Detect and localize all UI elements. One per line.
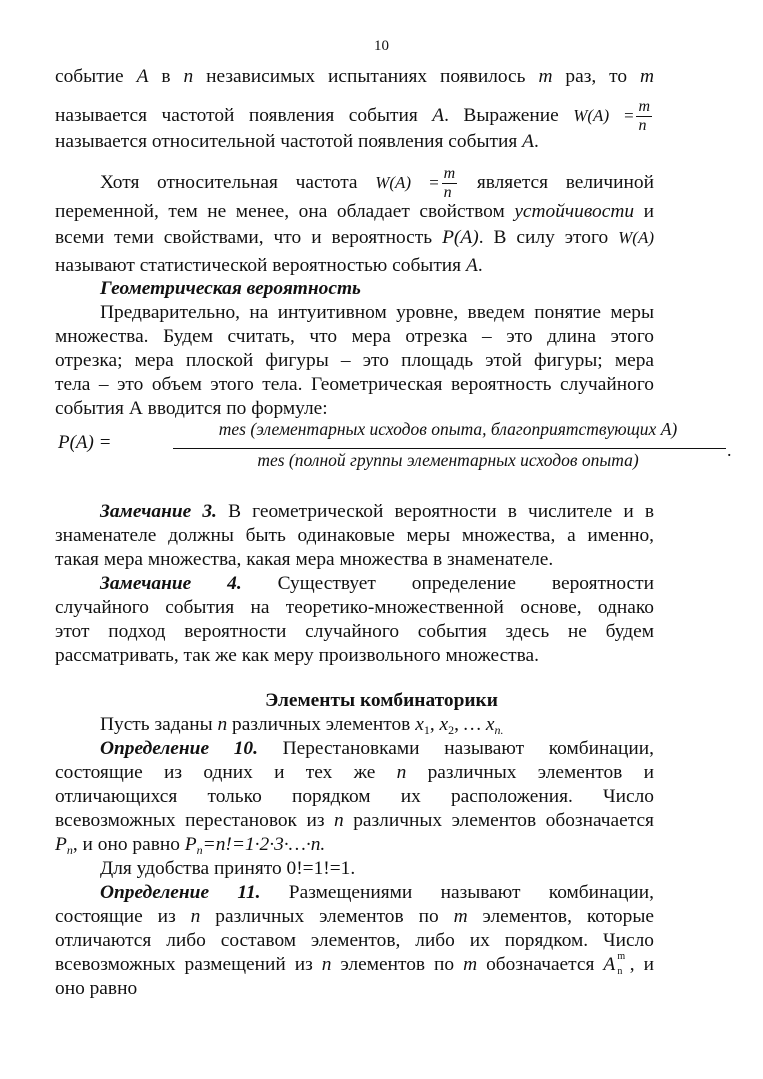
definition-10-line-2: состоящие из одних и тех же n различных элементов и [55,762,654,783]
formula-denominator: mes (полной группы элементарных исходов опыта) [257,450,639,470]
section-heading-geometric-probability: Геометрическая вероятность [100,278,361,299]
fraction-m-over-n-2: $\frac{m}{n}$ [443,165,456,201]
remark-4-line-2: случайного события на теоретико-множественной основе, однако [55,597,654,618]
geom-line-4: тела – это объем этого тела. Геометрическая вероятность случайного [55,374,654,395]
paragraph-2-line-2: переменной, тем не менее, она обладает свойством устойчивости и [55,201,654,222]
section-heading-combinatorics: Элементы комбинаторики [265,690,498,711]
paragraph-2-line-3: всеми теми свойствами, что и вероятность P(A). В силу этого W(A) [55,227,654,248]
arrangements-symbol: A m n [603,951,626,977]
definition-10-label: Определение 10. [100,738,258,759]
definition-10-line-4: всевозможных перестановок из n различных элементов обозначается [55,810,654,831]
remark-3-label: Замечание 3. [100,501,217,522]
definition-11-line-5: оно равно [55,978,138,999]
page-number: 10 [374,38,389,54]
definition-11-label: Определение 11. [100,882,261,903]
definition-10-line-1: Определение 10. Перестановками называют комбинации, [100,738,654,759]
geom-line-1: Предварительно, на интуитивном уровне, введем понятие меры [100,302,654,323]
remark-4-label: Замечание 4. [100,573,242,594]
paragraph-1-line-3: называется относительной частотой появления события A. [55,131,539,152]
fraction-bar [173,448,726,449]
definition-11-line-1: Определение 11. Размещениями называют комбинации, [100,882,654,903]
formula-numerator: mes (элементарных исходов опыта, благоприятствующих A) [218,419,678,439]
definition-10-line-3: отличающихся только порядком их расположения. Число [55,786,654,807]
paragraph-2-line-4: называют статистической вероятностью события A. [55,255,483,276]
definition-11-line-4: всевозможных размещений из n элементов по m обозначается A m n , и [55,951,654,977]
remark-3-line-1: Замечание 3. В геометрической вероятности в числителе и в [100,501,654,522]
definition-10-line-5: $P_n$, и оно равно $P_n=n!=1\cdot 2\cdot 3\cdot\dots\cdot n$. [55,834,326,857]
formula-period: . [727,440,732,460]
remark-4-line-4: рассматривать, так же как меру произвольного множества. [55,645,539,666]
combinatorics-intro: Пусть заданы n различных элементов $x_1$, $x_2$, … $x_{n.}$ [100,714,504,737]
geom-line-5: события А вводится по формуле: [55,398,328,419]
remark-3-line-3: такая мера множества, какая мера множества в знаменателе. [55,549,554,570]
definition-10-line-6: Для удобства принято 0!=1!=1. [100,858,356,879]
geom-line-3: отрезка; мера плоской фигуры – это площадь этой фигуры; мера [55,350,654,371]
fraction-m-over-n: $\frac{m}{n}$ [638,98,650,134]
remark-4-line-1: Замечание 4. Существует определение вероятности [100,573,654,594]
definition-11-line-3: отличаются либо составом элементов, либо их порядком. Число [55,930,654,951]
remark-3-line-2: знаменателе должны быть одинаковые меры множества, а именно, [55,525,654,546]
formula-lhs: P(A) = [58,432,112,453]
definition-11-line-2: состоящие из n различных элементов по m элементов, которые [55,906,654,927]
geom-line-2: множества. Будем считать, что мера отрезка – это длина этого [55,326,654,347]
paragraph-2-line-1: Хотя относительная частота W(A) = $\frac{m}{n}$ является величиной [100,165,654,201]
paragraph-1-line-2: называется частотой появления события A. Выражение W(A) = $\frac{m}{n}$ [55,98,650,134]
paragraph-1-line-1: событие A в n независимых испытаниях появилось m раз, то m [55,66,655,87]
remark-4-line-3: этот подход вероятности случайного события здесь не будем [55,621,654,642]
geometric-probability-formula [55,418,732,474]
